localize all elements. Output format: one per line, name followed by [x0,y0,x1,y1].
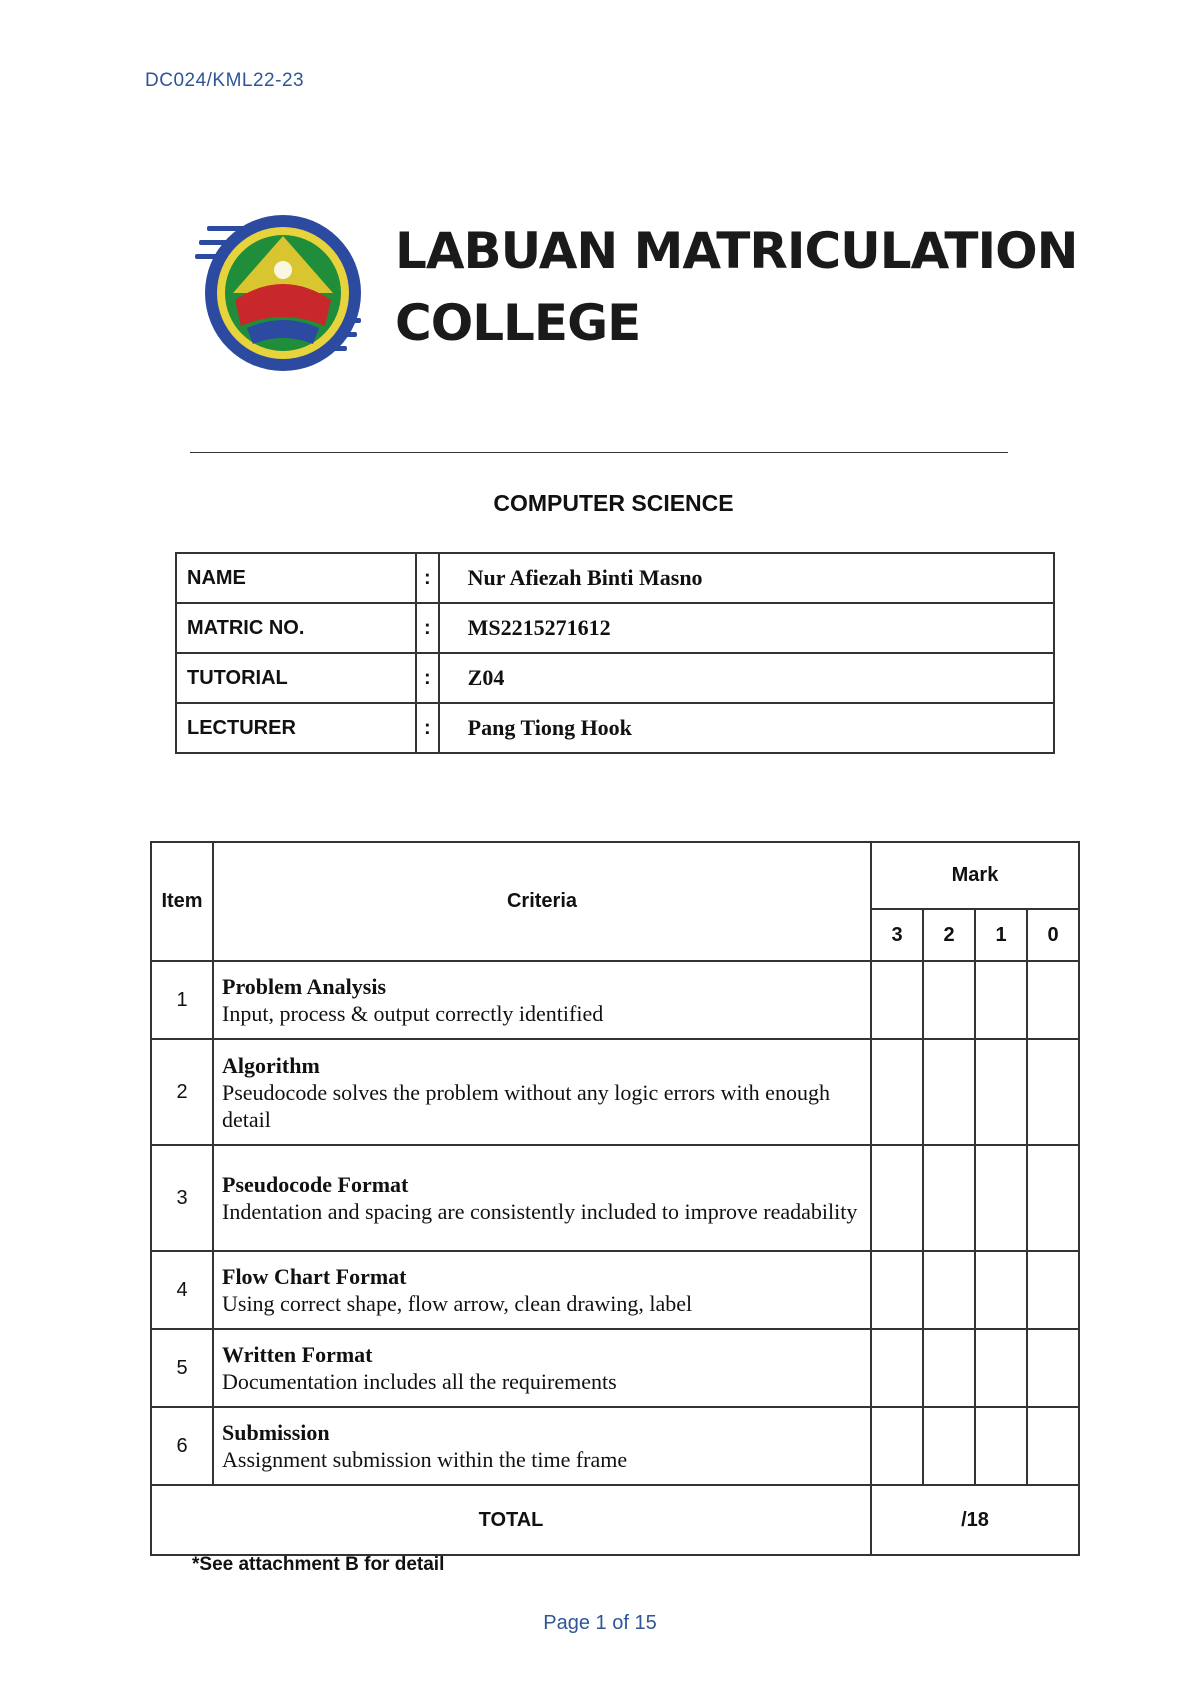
criteria-title: Problem Analysis [222,974,387,999]
mark-cell[interactable] [975,961,1027,1039]
college-name-line1: LABUAN MATRICULATION [395,222,1078,280]
rubric-item-number: 2 [151,1039,213,1145]
rubric-criteria [213,1407,871,1485]
mark-cell[interactable] [1027,1251,1079,1329]
header-criteria: Criteria [213,842,871,961]
mark-cell[interactable] [871,1039,923,1145]
info-value-tutorial: Z04 [439,653,1054,703]
mark-scale-1: 1 [975,909,1027,961]
info-label: MATRIC NO. [176,603,416,653]
mark-cell[interactable] [975,1407,1027,1485]
info-row-lecturer [176,703,1054,753]
mark-cell[interactable] [923,1039,975,1145]
mark-cell[interactable] [1027,1039,1079,1145]
attachment-note: *See attachment B for detail [192,1554,445,1575]
header-item: Item [151,842,213,961]
mark-cell[interactable] [1027,1329,1079,1407]
criteria-title: Pseudocode Format [222,1172,409,1197]
info-label: LECTURER [176,703,416,753]
mark-cell[interactable] [1027,961,1079,1039]
rubric-criteria [213,1039,871,1145]
mark-cell[interactable] [871,961,923,1039]
mark-scale-0: 0 [1027,909,1079,961]
info-colon: : [416,653,439,703]
mark-cell[interactable] [1027,1407,1079,1485]
criteria-description: Indentation and spacing are consistently included to improve readability [222,1199,858,1224]
total-label: TOTAL [151,1485,871,1555]
mark-cell[interactable] [923,1407,975,1485]
rubric-row [151,1039,1079,1145]
info-value-name: Nur Afiezah Binti Masno [439,553,1054,603]
mark-cell[interactable] [871,1251,923,1329]
mark-cell[interactable] [923,1145,975,1251]
rubric-criteria [213,1145,871,1251]
student-info-table [175,552,1055,754]
rubric-criteria [213,1251,871,1329]
rubric-item-number: 5 [151,1329,213,1407]
rubric-item-number: 3 [151,1145,213,1251]
rubric-row [151,961,1079,1039]
info-row-name [176,553,1054,603]
criteria-description: Documentation includes all the requirements [222,1369,617,1394]
rubric-item-number: 4 [151,1251,213,1329]
mark-cell[interactable] [975,1039,1027,1145]
mark-cell[interactable] [1027,1145,1079,1251]
mark-cell[interactable] [923,1251,975,1329]
mark-cell[interactable] [871,1145,923,1251]
college-logo [195,208,365,378]
info-colon: : [416,603,439,653]
college-name-line2: COLLEGE [395,294,641,352]
info-label: TUTORIAL [176,653,416,703]
mark-cell[interactable] [923,961,975,1039]
mark-cell[interactable] [975,1329,1027,1407]
mark-cell[interactable] [975,1251,1027,1329]
mark-cell[interactable] [923,1329,975,1407]
rubric-row [151,1145,1079,1251]
header-divider [190,452,1008,453]
college-name [395,215,1078,359]
criteria-description: Using correct shape, flow arrow, clean drawing, label [222,1291,693,1316]
page-number: Page 1 of 15 [543,1612,657,1634]
rubric-header-row [151,842,1079,909]
info-colon: : [416,703,439,753]
rubric-total-row [151,1485,1079,1555]
criteria-description: Assignment submission within the time frame [222,1447,628,1472]
header-mark: Mark [871,842,1079,909]
mark-cell[interactable] [871,1329,923,1407]
rubric-row [151,1407,1079,1485]
criteria-description: Pseudocode solves the problem without any logic errors with enough detail [222,1079,830,1132]
info-value-matric: MS2215271612 [439,603,1054,653]
rubric-row [151,1329,1079,1407]
mark-scale-2: 2 [923,909,975,961]
rubric-item-number: 6 [151,1407,213,1485]
mark-cell[interactable] [871,1407,923,1485]
info-colon: : [416,553,439,603]
rubric-item-number: 1 [151,961,213,1039]
criteria-title: Submission [222,1420,330,1445]
info-value-lecturer: Pang Tiong Hook [439,703,1054,753]
criteria-title: Written Format [222,1342,373,1367]
info-label: NAME [176,553,416,603]
mark-scale-3: 3 [871,909,923,961]
criteria-title: Algorithm [222,1052,320,1078]
document-code: DC024/KML22-23 [145,70,305,91]
subject-title: COMPUTER SCIENCE [493,490,734,516]
rubric-row [151,1251,1079,1329]
rubric-criteria [213,961,871,1039]
total-value[interactable]: /18 [871,1485,1079,1555]
rubric-criteria [213,1329,871,1407]
mark-cell[interactable] [975,1145,1027,1251]
criteria-title: Flow Chart Format [222,1264,407,1289]
info-row-tutorial [176,653,1054,703]
info-row-matric [176,603,1054,653]
rubric-table [150,841,1080,1556]
criteria-description: Input, process & output correctly identified [222,1001,604,1026]
